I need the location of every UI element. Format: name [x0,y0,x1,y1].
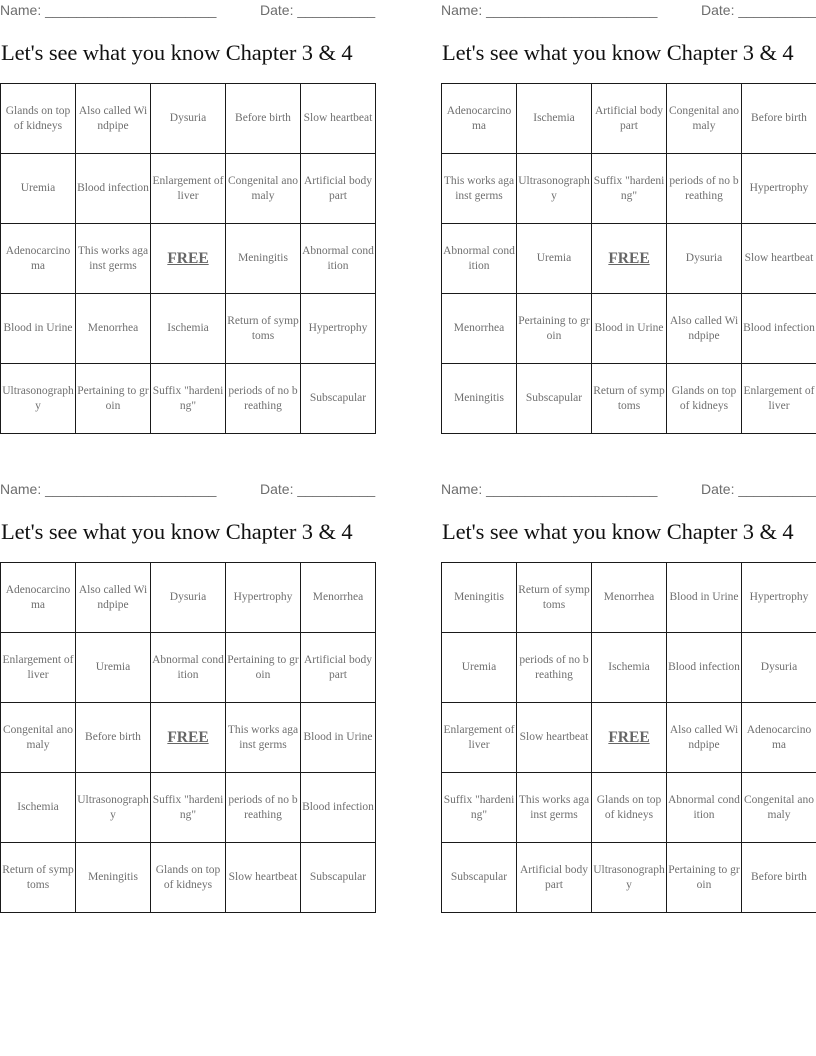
grid-row [442,633,816,703]
grid-row [442,563,816,633]
bingo-cell: Glands on top of kidneys [151,843,226,913]
bingo-cell: Meningitis [76,843,151,913]
grid-row [442,773,816,843]
grid-row [1,563,376,633]
date-field[interactable]: Date: __________ [701,481,816,497]
bingo-cell: Ultrasonography [517,154,592,224]
bingo-cell: Return of symptoms [226,294,301,364]
grid-row [1,773,376,843]
bingo-cell: Blood infection [301,773,376,843]
header-fields [0,479,375,501]
bingo-cell: Uremia [1,154,76,224]
bingo-cell: Abnormal condition [301,224,376,294]
grid-row [1,224,376,294]
bingo-grid [441,83,816,434]
bingo-grid [441,562,816,913]
bingo-cell: Congenital anomaly [742,773,816,843]
bingo-cell: Congenital anomaly [1,703,76,773]
bingo-cell: Ultrasonography [592,843,667,913]
bingo-grid [0,562,376,913]
grid-row [442,843,816,913]
bingo-grid [0,83,376,434]
name-field[interactable]: Name: ______________________ [0,2,217,18]
bingo-card-1 [0,0,376,412]
bingo-cell: Enlargement of liver [151,154,226,224]
header-fields [441,479,816,501]
bingo-cell: Slow heartbeat [742,224,816,294]
bingo-cell: Enlargement of liver [742,364,816,434]
bingo-cell: Uremia [76,633,151,703]
bingo-cell: Suffix "hardening" [592,154,667,224]
bingo-cell: Artificial body part [517,843,592,913]
bingo-cell: periods of no breathing [226,773,301,843]
card-title: Let's see what you know Chapter 3 & 4 [442,519,794,544]
bingo-cell: Menorrhea [592,563,667,633]
free-space: FREE [592,703,667,773]
grid-row [442,364,816,434]
bingo-cell: Congenital anomaly [226,154,301,224]
card-title: Let's see what you know Chapter 3 & 4 [1,519,353,544]
bingo-card-3 [0,479,376,891]
grid-row [442,84,816,154]
bingo-cell: Glands on top of kidneys [592,773,667,843]
bingo-cell: Menorrhea [301,563,376,633]
bingo-cell: Subscapular [517,364,592,434]
bingo-cell: This works against germs [226,703,301,773]
grid-row [1,703,376,773]
free-space: FREE [151,703,226,773]
bingo-cell: Meningitis [442,563,517,633]
bingo-cell: Hypertrophy [301,294,376,364]
card-title: Let's see what you know Chapter 3 & 4 [442,40,794,65]
bingo-cell: Pertaining to groin [76,364,151,434]
bingo-cell: Congenital anomaly [667,84,742,154]
bingo-cell: Subscapular [301,843,376,913]
bingo-cell: Slow heartbeat [226,843,301,913]
free-space: FREE [592,224,667,294]
bingo-cell: Artificial body part [301,154,376,224]
free-space: FREE [151,224,226,294]
bingo-cell: Artificial body part [301,633,376,703]
date-field[interactable]: Date: __________ [260,2,376,18]
bingo-cell: Return of symptoms [517,563,592,633]
grid-row [442,224,816,294]
bingo-cell: Menorrhea [76,294,151,364]
grid-row [442,294,816,364]
bingo-cell: Enlargement of liver [442,703,517,773]
grid-row [1,633,376,703]
bingo-cell: Return of symptoms [592,364,667,434]
name-field[interactable]: Name: ______________________ [441,2,658,18]
header-fields [441,0,816,22]
bingo-cell: Enlargement of liver [1,633,76,703]
bingo-cell: Suffix "hardening" [151,364,226,434]
bingo-cell: Dysuria [151,563,226,633]
bingo-cell: Adenocarcinoma [442,84,517,154]
bingo-cell: Return of symptoms [1,843,76,913]
bingo-cell: Blood in Urine [592,294,667,364]
bingo-cell: Blood in Urine [667,563,742,633]
bingo-cell: Also called Windpipe [667,703,742,773]
bingo-cell: Dysuria [742,633,816,703]
bingo-cell: Blood infection [76,154,151,224]
bingo-cell: Abnormal condition [667,773,742,843]
bingo-cell: Ischemia [592,633,667,703]
date-field[interactable]: Date: __________ [260,481,376,497]
bingo-card-4 [441,479,816,891]
bingo-cell: Subscapular [301,364,376,434]
grid-row [442,703,816,773]
bingo-cell: Uremia [442,633,517,703]
bingo-cell: Uremia [517,224,592,294]
bingo-cell: Subscapular [442,843,517,913]
bingo-cell: Glands on top of kidneys [667,364,742,434]
bingo-cell: Dysuria [667,224,742,294]
bingo-cell: Blood in Urine [301,703,376,773]
bingo-cell: Also called Windpipe [76,563,151,633]
bingo-cell: periods of no breathing [226,364,301,434]
bingo-cell: Blood infection [667,633,742,703]
bingo-cell: Ischemia [151,294,226,364]
bingo-cell: periods of no breathing [517,633,592,703]
bingo-cell: Suffix "hardening" [151,773,226,843]
bingo-cell: Meningitis [226,224,301,294]
bingo-cell: Suffix "hardening" [442,773,517,843]
date-field[interactable]: Date: __________ [701,2,816,18]
bingo-card-2 [441,0,816,412]
bingo-cell: Ischemia [517,84,592,154]
bingo-cell: Before birth [226,84,301,154]
bingo-cell: Hypertrophy [742,154,816,224]
card-title: Let's see what you know Chapter 3 & 4 [1,40,353,65]
bingo-cell: Adenocarcinoma [742,703,816,773]
grid-row [1,154,376,224]
bingo-cell: Before birth [742,843,816,913]
bingo-cell: Hypertrophy [742,563,816,633]
name-field[interactable]: Name: ______________________ [0,481,217,497]
bingo-cell: Pertaining to groin [517,294,592,364]
bingo-cell: Also called Windpipe [76,84,151,154]
grid-row [1,843,376,913]
bingo-cell: This works against germs [76,224,151,294]
bingo-cell: Adenocarcinoma [1,224,76,294]
bingo-cell: Before birth [742,84,816,154]
bingo-cell: Dysuria [151,84,226,154]
bingo-cell: Ultrasonography [76,773,151,843]
name-field[interactable]: Name: ______________________ [441,481,658,497]
bingo-cell: Slow heartbeat [301,84,376,154]
bingo-cell: Adenocarcinoma [1,563,76,633]
bingo-cell: Abnormal condition [151,633,226,703]
bingo-cell: periods of no breathing [667,154,742,224]
grid-row [1,294,376,364]
grid-row [442,154,816,224]
bingo-cell: Blood in Urine [1,294,76,364]
grid-row [1,364,376,434]
bingo-cell: Pertaining to groin [226,633,301,703]
bingo-cell: Ischemia [1,773,76,843]
bingo-cell: Slow heartbeat [517,703,592,773]
bingo-cell: Artificial body part [592,84,667,154]
bingo-cell: Before birth [76,703,151,773]
bingo-cell: Hypertrophy [226,563,301,633]
bingo-cell: This works against germs [442,154,517,224]
bingo-cell: Meningitis [442,364,517,434]
bingo-cell: Ultrasonography [1,364,76,434]
bingo-cell: Glands on top of kidneys [1,84,76,154]
bingo-cell: Pertaining to groin [667,843,742,913]
grid-row [1,84,376,154]
bingo-cell: Menorrhea [442,294,517,364]
header-fields [0,0,375,22]
bingo-cell: Also called Windpipe [667,294,742,364]
bingo-cell: Abnormal condition [442,224,517,294]
bingo-cell: Blood infection [742,294,816,364]
bingo-cell: This works against germs [517,773,592,843]
